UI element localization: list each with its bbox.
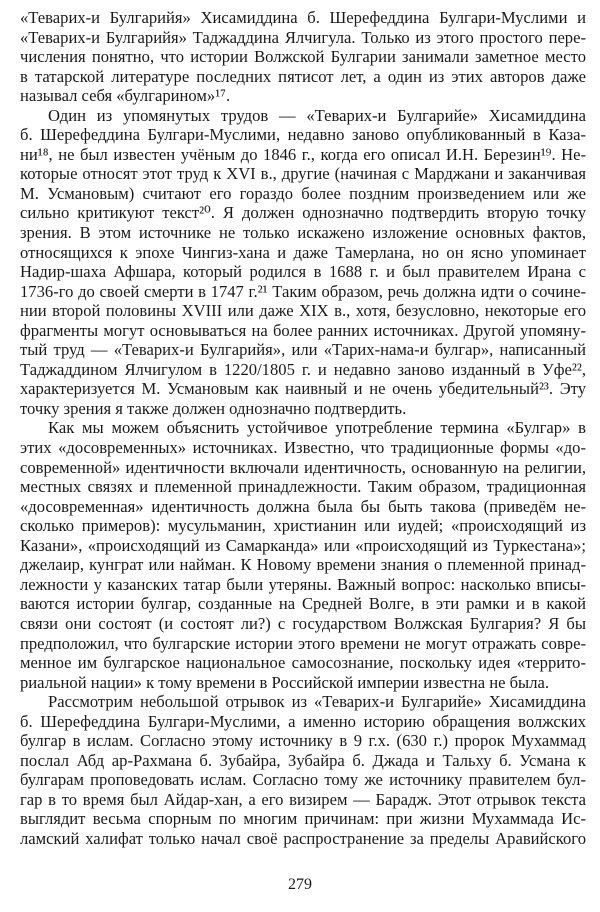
text-line: менное им булгарское национальное самосознание, поскольку идея «террито- xyxy=(20,653,586,673)
text-line: связи они состоят (и состоят ли?) с государством Волжская Булгария? Я бы xyxy=(20,613,586,633)
text-line: «Теварих-и Булгарийя» Хисамиддина б. Шерефеддина Булгари-Муслими и xyxy=(20,8,586,27)
text-line: 1736-го до своей смерти в 1747 г.²¹ Таким образом, речь должна идти о сочине- xyxy=(20,281,586,301)
text-line: ни¹⁸, не был известен учёным до 1846 г., когда его описал И.Н. Березин¹⁹. Не- xyxy=(20,144,586,164)
text-line: Рассмотрим небольшой отрывок из «Теварих-и Булгарийе» Хисамиддина xyxy=(48,692,586,712)
text-line: зрения. В этом источнике не только искажено изложение основных фактов, xyxy=(20,223,586,243)
text-line: Один из упомянутых трудов — «Теварих-и Булгарийе» Хисамиддина xyxy=(48,105,586,125)
text-line: послал Абд ар-Рахмана б. Зубайра, Зубайра б. Джада и Тальху б. Усмана к xyxy=(20,750,586,770)
text-line: «Теварих-и Булгарийя» Таджаддина Ялчигула. Только из этого простого пере- xyxy=(20,27,586,47)
text-line: фрагменты могут основываться на более ранних источниках. Другой упомяну- xyxy=(20,320,586,340)
text-line: тый труд — «Теварих-и Булгарийя», или «Тарих-нама-и булгар», написанный xyxy=(20,340,586,360)
text-line: сколько примеров): мусульманин, христианин или иудей; «происходящий из xyxy=(20,516,586,536)
text-line: М. Усмановым) считают его гораздо более поздним произведением или же xyxy=(20,183,586,203)
text-line: джелаир, кунграт или найман. К Новому времени знания о племенной принад- xyxy=(20,555,586,575)
text-line: булгар в ислам. Согласно этому источнику в 9 г.х. (630 г.) пророк Мухаммад xyxy=(20,731,586,751)
text-line: точку зрения я также должен однозначно подтвердить. xyxy=(20,398,407,418)
text-line: нии второй половины XVIII или даже XIX в., хотя, безусловно, некоторые его xyxy=(20,301,586,321)
text-line: выглядит весьма спорным по многим причинам: при жизни Мухаммада Ис- xyxy=(20,809,586,829)
text-line: б. Шерефеддина Булгари-Муслими, недавно заново опубликованный в Каза- xyxy=(20,125,586,145)
text-line: ламский халифат только начал своё распространение за пределы Аравийского xyxy=(20,828,586,848)
text-line: которые относят этот труд к XVI в., другие (начиная с Марджани и заканчивая xyxy=(20,164,586,184)
paragraph xyxy=(20,106,586,419)
text-line: булгарам проповедовать ислам. Согласно тому же источнику правителем бул- xyxy=(20,770,586,790)
text-line: местных связях и племенной принадлежности. Таким образом, традиционная xyxy=(20,477,586,497)
text-line: риальной нации» к тому времени в Российской империи известна не была. xyxy=(20,672,549,692)
text-line: гар в то время был Айдар-хан, а его визирем — Барадж. Этот отрывок текста xyxy=(20,789,586,809)
text-line: в татарской литературе последних пятисот лет, а один из этих авторов даже xyxy=(20,66,586,86)
paragraph xyxy=(20,8,586,106)
paragraph xyxy=(20,692,586,848)
text-line: лежности у казанских татар были утеряны. Важный вопрос: насколько вписы- xyxy=(20,574,586,594)
text-line: сильно критикуют текст²⁰. Я должен однозначно подтвердить вторую точку xyxy=(20,203,586,223)
text-line: Надир-шаха Афшара, который родился в 1688 г. и был правителем Ирана с xyxy=(20,262,586,282)
text-line: Как мы можем объяснить устойчивое употребление термина «Булгар» в xyxy=(48,418,586,438)
text-line: относящихся к эпохе Чингиз-хана и даже Тамерлана, но он ясно упоминает xyxy=(20,242,586,262)
text-line: этих «досовременных» источниках. Известно, что традиционные формы «до- xyxy=(20,438,586,458)
text-line: характеризуется М. Усмановым как наивный и не очень убедительный²³. Эту xyxy=(20,379,586,399)
text-line: предположил, что булгарские истории этого времени не могут отражать совре- xyxy=(20,633,586,653)
text-line: б. Шерефеддина Булгари-Муслими, а именно историю обращения волжских xyxy=(20,711,586,731)
text-line: современной» идентичности включали идентичность, основанную на религии, xyxy=(20,457,586,477)
text-line: «досовременная» идентичность должна была бы быть такова (приведём не- xyxy=(20,496,586,516)
text-line: называл себя «булгарином»¹⁷. xyxy=(20,86,231,106)
page-body-text xyxy=(20,8,586,849)
text-line: Таджаддином Ялчигулом в 1220/1805 г. и недавно заново изданный в Уфе²², xyxy=(20,359,586,379)
page-number: 279 xyxy=(288,876,312,893)
text-line: числения понятно, что истории Волжской Булгарии занимали заметное место xyxy=(20,47,586,67)
paragraph xyxy=(20,418,586,692)
text-line: ваются истории булгар, созданные на Средней Волге, в эти рамки и в какой xyxy=(20,594,586,614)
text-line: Казани», «происходящий из Самарканда» или «происходящий из Туркестана»; xyxy=(20,535,586,555)
